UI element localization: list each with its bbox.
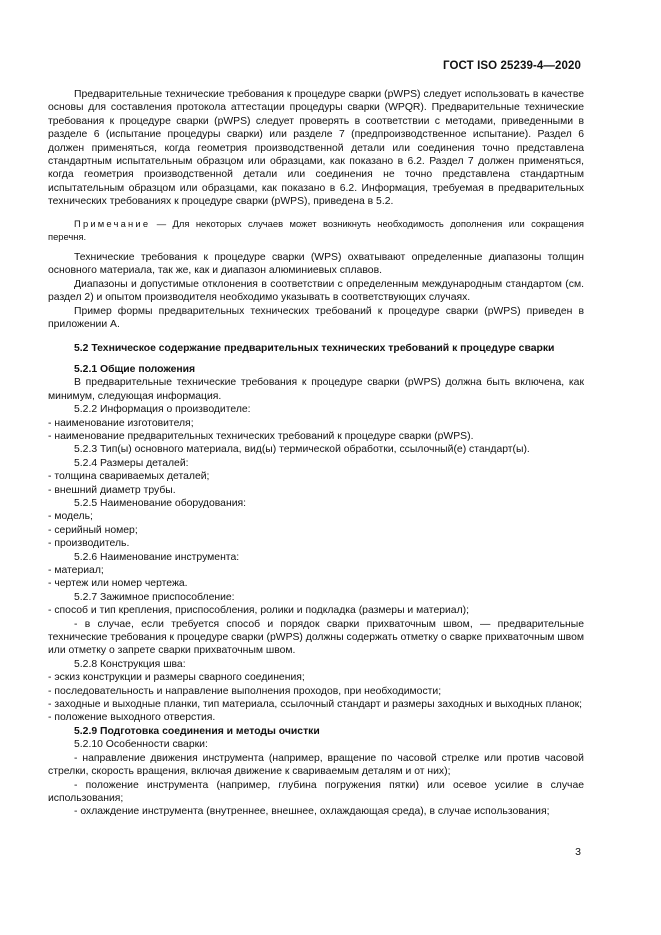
document-body (48, 88, 584, 819)
paragraph-example: Пример формы предварительных технических требований к процедуре сварки (pWPS) приведен в приложении А. (48, 305, 584, 331)
note (48, 217, 584, 243)
clause-5-2-6: 5.2.6 Наименование инструмента: (74, 551, 240, 563)
intro-paragraph: Предварительные технические требования к процедуре сварки (pWPS) следует использовать в качестве основы для составления протокола аттестации процедуры сварки (WPQR). Предварительные технические требования к процедуре сварки (pWPS) следует проверять в соответствии с методами, приведенными в разделе 6 (испытание процедуры сварки) или разделе 7 (предпроизводственное испытание). Раздел 6 должен применяться, когда геометрия производственной детали или соединения точно представлена стандартным испытательным образцом или образцами, как показано в 6.2. Раздел 7 должен применяться, когда геометрия производственной детали или соединения не точно представлена стандартным испытательным образцом или образцами, как показано в 6.2. Информация, требуемая в предварительных технических требованиях к процедуре сварки (pWPS), приведена в 5.2. (48, 89, 584, 208)
list-item: - наименование изготовителя; (48, 417, 194, 429)
clause-5-2-10: 5.2.10 Особенности сварки: (74, 739, 208, 751)
list-item: - внешний диаметр трубы. (48, 484, 176, 496)
paragraph-tolerances: Диапазоны и допустимые отклонения в соответствии с определенным международным стандартом (см. раздел 2) и опытом производителя необходимо указывать в соответствующих случаях. (48, 278, 584, 304)
list-item: - эскиз конструкции и размеры сварного соединения; (48, 672, 305, 684)
list-item: - производитель. (48, 538, 130, 550)
clause-5-2-2: 5.2.2 Информация о производителе: (74, 404, 251, 416)
list-item: - серийный номер; (48, 524, 138, 536)
list-item: - чертеж или номер чертежа. (48, 578, 188, 590)
clause-5-2-9: 5.2.9 Подготовка соединения и методы очистки (74, 725, 320, 737)
clause-5-2-5: 5.2.5 Наименование оборудования: (74, 497, 247, 509)
clause-5-2-4: 5.2.4 Размеры деталей: (74, 457, 189, 469)
clause-5-2-8: 5.2.8 Конструкция шва: (74, 658, 186, 670)
section-5-2-title: 5.2 Техническое содержание предварительных технических требований к процедуре сварки (74, 342, 555, 354)
clause-5-2-7: 5.2.7 Зажимное приспособление: (74, 591, 235, 603)
section-5-2-1-text: В предварительные технические требования к процедуре сварки (pWPS) должна быть включена, как минимум, следующая информация. (48, 377, 584, 402)
paragraph-wps-ranges: Технические требования к процедуре сварки (WPS) охватывают определенные диапазоны толщин основного материала, так же, как и диапазон алюминиевых сплавов. (48, 252, 584, 277)
list-item: - толщина свариваемых деталей; (48, 471, 210, 483)
section-5-2-1-title: 5.2.1 Общие положения (74, 363, 196, 375)
list-item: - положение инструмента (например, глубина погружения пятки) или осевое усилие в случае использования; (48, 779, 584, 804)
note-text: — Для некоторых случаев может возникнуть необходимость дополнения или сокращения перечня. (48, 217, 584, 242)
document-header: ГОСТ ISO 25239-4—2020 (443, 60, 581, 72)
list-item: - материал; (48, 565, 104, 576)
list-item: - заходные и выходные планки, тип материала, ссылочный стандарт и размеры заходных и выходных планок; (48, 699, 583, 711)
page-number: 3 (575, 846, 581, 858)
list-item: - положение выходного отверстия. (48, 712, 216, 724)
list-item: - модель; (48, 511, 93, 523)
list-item: - наименование предварительных технических требований к процедуре сварки (pWPS). (48, 430, 474, 442)
note-label: Примечание (74, 217, 151, 229)
list-item: - способ и тип крепления, приспособления, ролики и подкладка (размеры и материал); (48, 605, 469, 617)
list-item: - последовательность и направление выполнения проходов, при необходимости; (48, 685, 442, 697)
list-item: - охлаждение инструмента (внутреннее, внешнее, охлаждающая среда), в случае использования; (74, 806, 550, 818)
list-item: - в случае, если требуется способ и порядок сварки прихваточным швом, — предварительные технические требования к процедуре сварки (pWPS) должны содержать отметку о сварке прихваточным швом или отметку о запрете сварки прихваточным швом. (48, 618, 584, 657)
clause-5-2-3: 5.2.3 Тип(ы) основного материала, вид(ы) термической обработки, ссылочный(е) стандарт(ы). (74, 444, 530, 456)
list-item: - направление движения инструмента (например, вращение по часовой стрелке или против часовой стрелки, скорость вращения, включая движение к свариваемым деталям и от них); (48, 752, 584, 778)
